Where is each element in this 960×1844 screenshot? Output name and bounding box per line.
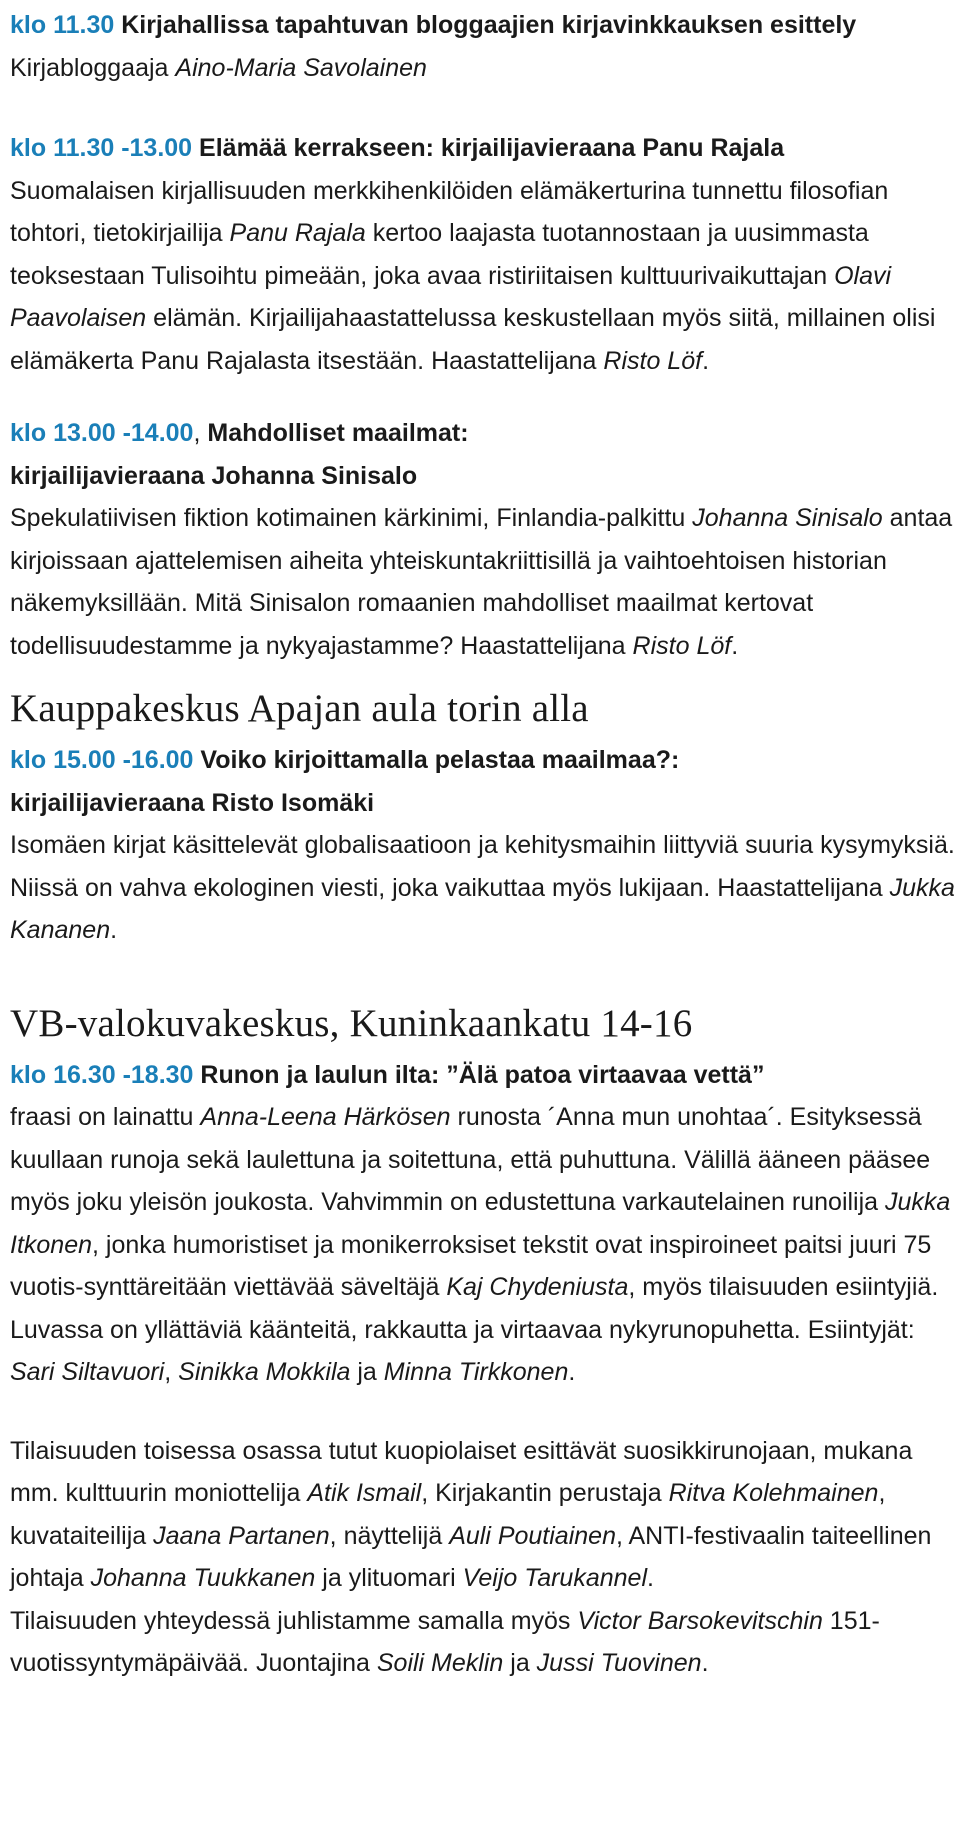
person-name: Victor Barsokevitschin xyxy=(577,1606,823,1635)
description-text: , xyxy=(164,1358,179,1386)
person-name: Aino-Maria Savolainen xyxy=(175,53,427,82)
event-description xyxy=(10,1096,955,1394)
description-text: , Kirjakantin perustaja xyxy=(421,1479,669,1507)
description-text: ja xyxy=(503,1649,537,1677)
event-title: Mahdolliset maailmat: xyxy=(207,419,469,447)
event-title: Runon ja laulun ilta: ”Älä patoa virtaavaa vettä” xyxy=(200,1060,765,1089)
person-name: Atik Ismail xyxy=(307,1479,422,1507)
event-time: klo 13.00 -14.00 xyxy=(10,419,194,447)
description-text: . xyxy=(702,346,710,375)
person-name: Risto Löf xyxy=(603,346,703,375)
event-title: Voiko kirjoittamalla pelastaa maailmaa?: xyxy=(200,746,680,774)
event-description-second-part xyxy=(10,1430,955,1600)
venue-heading-apaja: Kauppakeskus Apajan aula torin alla xyxy=(10,687,589,730)
event-description xyxy=(10,47,955,90)
description-text: ja xyxy=(350,1358,384,1386)
event-description xyxy=(10,170,955,383)
event-heading xyxy=(10,127,955,170)
event-subtitle: kirjailijavieraana Johanna Sinisalo xyxy=(10,461,418,490)
event-title: Elämää kerrakseen: kirjailijavieraana Panu Rajala xyxy=(199,134,785,162)
event-risto-isomaki xyxy=(10,739,955,952)
description-text: . xyxy=(568,1358,576,1386)
event-heading xyxy=(10,739,955,782)
description-text: , näyttelijä xyxy=(329,1521,450,1550)
description-text: 151-vuotissyntymäpäivää. Juontajina xyxy=(10,1606,880,1677)
event-panu-rajala xyxy=(10,127,955,382)
person-name: Ritva Kolehmainen xyxy=(668,1479,879,1507)
event-time: klo 11.30 xyxy=(10,11,115,39)
venue-heading-vb: VB-valokuvakeskus, Kuninkaankatu 14-16 xyxy=(10,1001,693,1045)
person-name: Kaj Chydeniusta xyxy=(446,1273,629,1301)
person-name: Jussi Tuovinen xyxy=(536,1649,702,1677)
person-name: Veijo Tarukannel xyxy=(462,1564,647,1592)
description-text: , jonka humoristiset ja monikerroksiset tekstit ovat inspiroineet paitsi juuri 75 vuotis-synttäreitään viettävää säveltäjä xyxy=(10,1230,932,1301)
description-text: . xyxy=(731,631,739,660)
program-page xyxy=(10,4,955,1685)
description-text: Spekulatiivisen fiktion kotimainen kärkinimi, Finlandia-palkittu xyxy=(10,504,693,532)
person-name: Olavi Paavolaisen xyxy=(10,261,892,332)
description-text: . xyxy=(701,1649,709,1677)
description-text: . xyxy=(110,916,118,944)
person-name: Minna Tirkkonen xyxy=(383,1358,569,1386)
person-name: Sari Siltavuori xyxy=(10,1358,165,1386)
event-title: Kirjahallissa tapahtuvan bloggaajien kirjavinkkauksen esittely xyxy=(121,11,857,39)
description-text: , myös tilaisuuden esiintyjiä. Luvassa on yllättäviä käänteitä, rakkautta ja virtaavaa nykyrunopuhetta. Esiintyjät: xyxy=(10,1273,939,1344)
person-name: Jukka Itkonen xyxy=(10,1188,951,1259)
description-text: kertoo laajasta tuotannostaan ja uusimmasta teoksestaan Tulisoihtu pimeään, joka avaa ristiriitaisen kulttuurivaikuttajan xyxy=(10,219,869,290)
person-name: Jaana Partanen xyxy=(153,1521,330,1550)
event-time: klo 15.00 -16.00 xyxy=(10,746,194,774)
description-text: Isomäen kirjat käsittelevät globalisaatioon ja kehitysmaihin liittyviä suuria kysymyksiä. Niissä on vahva ekologinen viesti, joka vaikuttaa myös lukijaan. Haastattelijana xyxy=(10,831,955,902)
event-johanna-sinisalo xyxy=(10,412,955,667)
description-text: fraasi on lainattu xyxy=(10,1103,201,1131)
description-text: elämän. Kirjailijahaastattelussa keskustellaan myös siitä, millainen olisi elämäkerta Panu Rajalasta itsestään. Haastattelijana xyxy=(10,304,936,375)
description-text: ja ylituomari xyxy=(315,1564,463,1592)
person-name: Johanna Sinisalo xyxy=(692,504,883,532)
person-name: Auli Poutiainen xyxy=(449,1521,616,1550)
person-name: Sinikka Mokkila xyxy=(178,1358,351,1386)
description-text: Tilaisuuden toisessa osassa tutut kuopiolaiset esittävät suosikkirunojaan, mukana mm. kulttuurin moniottelija xyxy=(10,1436,913,1507)
event-heading xyxy=(10,1054,955,1097)
description-text: antaa kirjoissaan ajattelemisen aiheita yhteiskuntakriittisillä ja vaihtoehtoisen historian näkemyksillään. Mitä Sinisalon romaanien mahdolliset maailmat kertovat todellisuudestamme ja nykyajastamme? Haastattelijana xyxy=(10,504,953,660)
description-text: Kirjabloggaaja xyxy=(10,53,176,82)
event-runon-ja-laulun-ilta xyxy=(10,1054,955,1685)
person-name: Risto Löf xyxy=(632,631,732,660)
event-heading xyxy=(10,4,955,47)
event-heading xyxy=(10,412,955,455)
event-subtitle: kirjailijavieraana Risto Isomäki xyxy=(10,788,375,817)
person-name: Panu Rajala xyxy=(229,219,366,247)
description-text: , ANTI-festivaalin taiteellinen johtaja xyxy=(10,1521,932,1592)
event-description xyxy=(10,497,955,667)
event-description-anniversary xyxy=(10,1600,955,1685)
description-text: , kuvataiteilija xyxy=(10,1479,886,1550)
description-text: Suomalaisen kirjallisuuden merkkihenkilöiden elämäkerturina tunnettu filosofian tohtori, tietokirjailija xyxy=(10,176,889,247)
person-name: Johanna Tuukkanen xyxy=(90,1564,316,1592)
description-text: . xyxy=(647,1564,654,1592)
person-name: Anna-Leena Härkösen xyxy=(200,1103,451,1131)
description-text: Tilaisuuden yhteydessä juhlistamme samalla myös xyxy=(10,1606,578,1635)
event-kirjavinkkaus xyxy=(10,4,955,89)
event-time: klo 16.30 -18.30 xyxy=(10,1060,194,1089)
person-name: Soili Meklin xyxy=(376,1649,504,1677)
person-name: Jukka Kananen xyxy=(10,873,955,944)
heading-separator: , xyxy=(193,419,208,447)
description-text: runosta ´Anna mun unohtaa´. Esityksessä kuullaan runoja sekä laulettuna ja soitettuna, että puhuttuna. Välillä ääneen pääsee myös joku yleisön joukosta. Vahvimmin on edustettuna varkautelainen runoilija xyxy=(10,1103,931,1216)
event-description xyxy=(10,824,955,952)
event-time: klo 11.30 -13.00 xyxy=(10,134,193,162)
